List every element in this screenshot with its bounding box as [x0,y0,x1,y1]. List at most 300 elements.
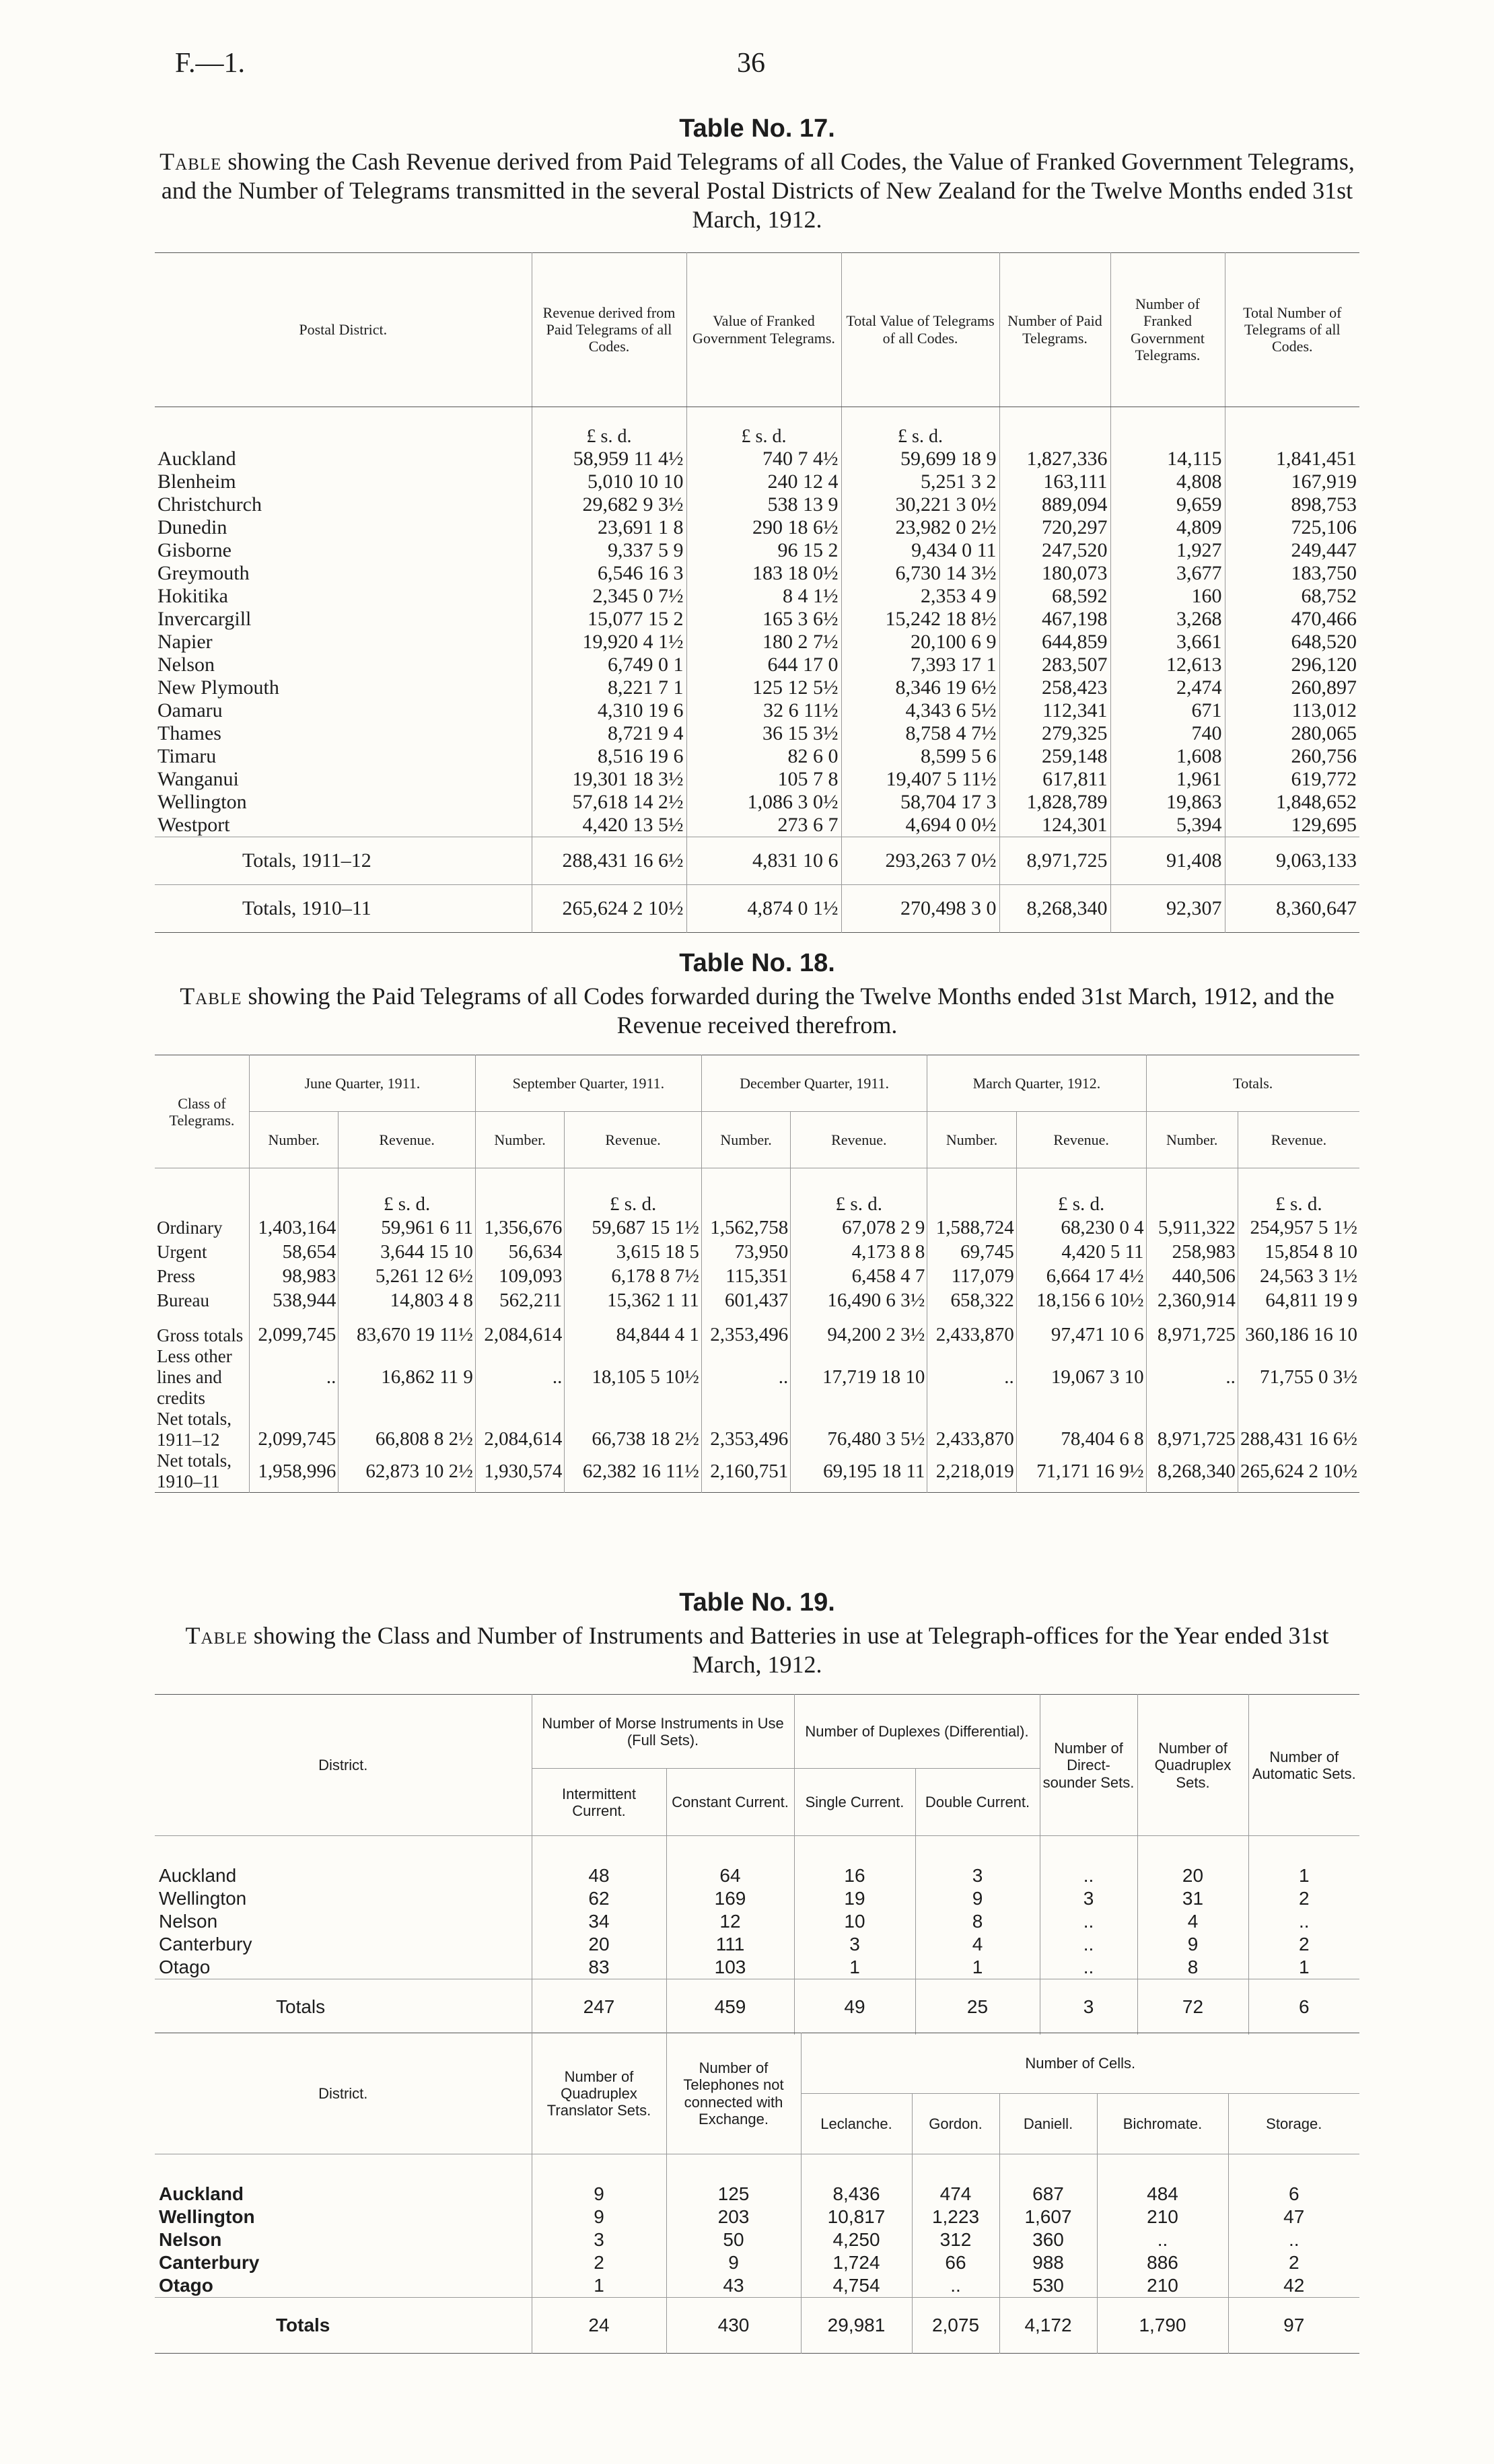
value-cell: 467,198 [999,608,1110,631]
value-cell: 530 [999,2274,1097,2298]
value-cell: 430 [666,2298,801,2354]
header-direct-sounder: Number of Direct-sounder Sets. [1040,1695,1137,1836]
value-cell: 293,263 7 0½ [841,837,999,884]
value-cell: 16,862 11 9 [339,1346,476,1409]
value-cell: 562,211 [475,1288,564,1312]
table-19-caption-lead: Table [185,1622,248,1649]
table-18-caption-text: showing the Paid Telegrams of all Codes forwarded during the Twelve Months ended 31st March, 1912, and the Revenue received therefrom. [248,983,1335,1039]
value-cell: 23,691 1 8 [532,516,686,539]
value-cell: 115,351 [701,1264,790,1288]
value-cell: 17,719 18 10 [791,1346,927,1409]
value-cell: 1,828,789 [999,791,1110,814]
value-cell: 9,063,133 [1225,837,1359,884]
totals-row [155,837,1359,884]
table-row [155,2251,1359,2274]
value-cell: 15,077 15 2 [532,608,686,631]
value-cell: 8,268,340 [999,884,1110,932]
header-number: Number. [927,1112,1016,1168]
value-cell: 6 [1248,1979,1359,2035]
value-cell: 273 6 7 [686,814,841,837]
value-cell: 3 [794,1933,915,1956]
table-row [155,2274,1359,2298]
table-row [155,1887,1359,1910]
value-cell: 1,841,451 [1225,448,1359,470]
header-telephones: Number of Telephones not connected with Exchange. [666,2033,801,2154]
value-cell: 886 [1097,2251,1228,2274]
value-cell: 96 15 2 [686,539,841,562]
table-row [155,1956,1359,1979]
district-name: Nelson [159,1911,218,1932]
table-17-header-row [155,252,1359,407]
value-cell: 740 7 4½ [686,448,841,470]
header-franked-value: Value of Franked Government Telegrams. [686,252,841,407]
table-row [155,1264,1359,1288]
value-cell: 32 6 11½ [686,699,841,722]
table-17-body [155,407,1359,932]
value-cell: 484 [1097,2183,1228,2206]
value-cell: 8,360,647 [1225,884,1359,932]
value-cell: 687 [999,2183,1097,2206]
value-cell: 2,433,870 [927,1312,1016,1346]
value-cell: 2,345 0 7½ [532,585,686,608]
value-cell: 10 [794,1910,915,1933]
totals-row [155,884,1359,932]
table-18-section [155,949,1359,1493]
value-cell: 71,171 16 9½ [1016,1450,1146,1493]
value-cell: 3 [1040,1887,1137,1910]
table-18-unit-row [155,1168,1359,1216]
district-name: Auckland [157,447,236,470]
value-cell: 84,844 4 1 [565,1312,702,1346]
unit-cell: £ s. d. [686,407,841,448]
value-cell: 73,950 [701,1240,790,1264]
value-cell: 459 [666,1979,794,2035]
class-name: Net totals, 1910–11 [157,1450,232,1492]
value-cell: 658,322 [927,1288,1016,1312]
header-revenue: Revenue. [1016,1112,1146,1168]
header-total-number: Total Number of Telegrams of all Codes. [1225,252,1359,407]
table-row [155,1312,1359,1346]
value-cell: 6,749 0 1 [532,654,686,676]
table-row [155,585,1359,608]
value-cell: 619,772 [1225,768,1359,791]
value-cell: 160 [1110,585,1225,608]
value-cell: .. [1040,1956,1137,1979]
table-19-batteries-section [155,2033,1359,2354]
district-name: Wellington [159,2206,255,2227]
table-row [155,631,1359,654]
district-name: Wellington [157,790,247,813]
district-name: Christchurch [157,493,262,516]
value-cell: 740 [1110,722,1225,745]
header-march-quarter: March Quarter, 1912. [927,1055,1146,1112]
value-cell: 4 [1137,1910,1248,1933]
value-cell: 97 [1228,2298,1359,2354]
value-cell: 97,471 10 6 [1016,1312,1146,1346]
unit-cell [1146,1168,1238,1216]
value-cell: 265,624 2 10½ [532,884,686,932]
value-cell: 5,010 10 10 [532,470,686,493]
value-cell: 94,200 2 3½ [791,1312,927,1346]
value-cell: 1,724 [801,2251,912,2274]
value-cell: 58,654 [249,1240,338,1264]
value-cell: 4,694 0 0½ [841,814,999,837]
table-18-caption-lead: Table [180,983,242,1010]
class-name: Bureau [157,1290,209,1310]
value-cell: 2,160,751 [701,1450,790,1493]
table-row [155,539,1359,562]
value-cell: 12,613 [1110,654,1225,676]
header-leclanche: Leclanche. [801,2094,912,2154]
totals-label: Totals [155,2298,532,2354]
value-cell: 8,599 5 6 [841,745,999,768]
header-duplexes: Number of Duplexes (Differential). [794,1695,1040,1769]
value-cell: 165 3 6½ [686,608,841,631]
value-cell: 2,353,496 [701,1409,790,1450]
value-cell: 18,156 6 10½ [1016,1288,1146,1312]
value-cell: 69,745 [927,1240,1016,1264]
value-cell: 19,067 3 10 [1016,1346,1146,1409]
unit-cell: £ s. d. [841,407,999,448]
unit-cell [155,407,532,448]
header-double: Double Current. [915,1769,1040,1836]
table-row [155,745,1359,768]
header-district: District. [155,1695,532,1836]
header-storage: Storage. [1228,2094,1359,2154]
value-cell: 29,682 9 3½ [532,493,686,516]
value-cell: 1,086 3 0½ [686,791,841,814]
table-row [155,1288,1359,1312]
value-cell: 4,809 [1110,516,1225,539]
value-cell: 5,911,322 [1146,1216,1238,1240]
unit-cell [927,1168,1016,1216]
value-cell: 617,811 [999,768,1110,791]
district-name: Otago [159,2275,213,2296]
district-name: Dunedin [157,516,227,538]
value-cell: 288,431 16 6½ [1238,1409,1359,1450]
value-cell: 644,859 [999,631,1110,654]
value-cell: 58,959 11 4½ [532,448,686,470]
header-intermittent: Intermittent Current. [532,1769,666,1836]
value-cell: 183,750 [1225,562,1359,585]
value-cell: 470,466 [1225,608,1359,631]
value-cell: 180 2 7½ [686,631,841,654]
value-cell: 1 [915,1956,1040,1979]
table-17-caption [155,147,1359,235]
value-cell: .. [1097,2228,1228,2251]
value-cell: .. [249,1346,338,1409]
value-cell: 265,624 2 10½ [1238,1450,1359,1493]
value-cell: 3 [532,2228,666,2251]
value-cell: 3,268 [1110,608,1225,631]
value-cell: 538,944 [249,1288,338,1312]
district-name: Auckland [159,2183,244,2204]
value-cell: 62 [532,1887,666,1910]
value-cell: 2 [532,2251,666,2274]
value-cell: 9 [532,2183,666,2206]
unit-cell: £ s. d. [565,1168,702,1216]
value-cell: 8,758 4 7½ [841,722,999,745]
value-cell: 91,408 [1110,837,1225,884]
unit-cell [701,1168,790,1216]
table-row [155,699,1359,722]
unit-cell [475,1168,564,1216]
value-cell: 474 [912,2183,999,2206]
header-paid-number: Number of Paid Telegrams. [999,252,1110,407]
header-postal-district: Postal District. [155,252,532,407]
value-cell: .. [475,1346,564,1409]
table-17-title: Table No. 17. [679,114,835,143]
value-cell: 4,172 [999,2298,1097,2354]
header-number: Number. [1146,1112,1238,1168]
value-cell: 8,971,725 [999,837,1110,884]
value-cell: 260,756 [1225,745,1359,768]
value-cell: 290 18 6½ [686,516,841,539]
value-cell: 4,420 5 11 [1016,1240,1146,1264]
value-cell: 25 [915,1979,1040,2035]
value-cell: 5,251 3 2 [841,470,999,493]
value-cell: 644 17 0 [686,654,841,676]
value-cell: 167,919 [1225,470,1359,493]
value-cell: 8,221 7 1 [532,676,686,699]
value-cell: 12 [666,1910,794,1933]
value-cell: 720,297 [999,516,1110,539]
value-cell: 30,221 3 0½ [841,493,999,516]
page-ref: F.—1. [175,48,245,79]
header-morse: Number of Morse Instruments in Use (Full Sets). [532,1695,794,1769]
value-cell: 4,754 [801,2274,912,2298]
table-row [155,1910,1359,1933]
header-revenue: Revenue. [339,1112,476,1168]
header-revenue: Revenue derived from Paid Telegrams of all Codes. [532,252,686,407]
value-cell: 18,105 5 10½ [565,1346,702,1409]
header-december-quarter: December Quarter, 1911. [701,1055,927,1112]
value-cell: 66,808 8 2½ [339,1409,476,1450]
value-cell: 4,250 [801,2228,912,2251]
header-constant: Constant Current. [666,1769,794,1836]
value-cell: 8 [915,1910,1040,1933]
district-name: Westport [157,813,230,836]
value-cell: 1,927 [1110,539,1225,562]
value-cell: 59,699 18 9 [841,448,999,470]
header-franked-number: Number of Franked Government Telegrams. [1110,252,1225,407]
value-cell: 1,403,164 [249,1216,338,1240]
table-17-section [155,114,1359,933]
value-cell: 270,498 3 0 [841,884,999,932]
value-cell: 125 12 5½ [686,676,841,699]
value-cell: 83,670 19 11½ [339,1312,476,1346]
value-cell: 59,687 15 1½ [565,1216,702,1240]
table-row [155,814,1359,837]
value-cell: 112,341 [999,699,1110,722]
value-cell: 249,447 [1225,539,1359,562]
district-name: Invercargill [157,607,252,630]
table-17-caption-text: showing the Cash Revenue derived from Paid Telegrams of all Codes, the Value of Franked Government Telegrams, and the Number of Telegrams transmitted in the several Postal Districts of New Zealand for the Twelve Months ended 31st March, 1912. [161,148,1355,234]
district-name: Auckland [159,1865,237,1887]
value-cell: 20 [1137,1864,1248,1887]
value-cell: 117,079 [927,1264,1016,1288]
value-cell: 1,848,652 [1225,791,1359,814]
table-row [155,448,1359,470]
value-cell: 43 [666,2274,801,2298]
value-cell: 538 13 9 [686,493,841,516]
page-number: 36 [737,48,765,79]
value-cell: .. [1040,1933,1137,1956]
value-cell: 2,218,019 [927,1450,1016,1493]
district-name: Blenheim [157,470,236,493]
value-cell: 10,817 [801,2206,912,2228]
value-cell: 259,148 [999,745,1110,768]
value-cell: 296,120 [1225,654,1359,676]
value-cell: 9,434 0 11 [841,539,999,562]
value-cell: 210 [1097,2206,1228,2228]
value-cell: 19,863 [1110,791,1225,814]
district-name: Napier [157,630,213,653]
table-19-section [155,1588,1359,2035]
totals-label: Totals, 1911–12 [155,837,532,884]
unit-cell: £ s. d. [1016,1168,1146,1216]
value-cell: 3,661 [1110,631,1225,654]
value-cell: 8,971,725 [1146,1409,1238,1450]
value-cell: 360 [999,2228,1097,2251]
totals-label: Totals [155,1979,532,2035]
table-row [155,1933,1359,1956]
unit-cell: £ s. d. [1238,1168,1359,1216]
value-cell: 19,301 18 3½ [532,768,686,791]
district-name: Oamaru [157,699,223,721]
value-cell: 601,437 [701,1288,790,1312]
value-cell: 240 12 4 [686,470,841,493]
value-cell: 280,065 [1225,722,1359,745]
table-row [155,562,1359,585]
unit-cell: £ s. d. [532,407,686,448]
class-name: Gross totals [157,1325,244,1346]
header-number: Number. [475,1112,564,1168]
value-cell: 8,971,725 [1146,1312,1238,1346]
table-row [155,1864,1359,1887]
value-cell: 2,360,914 [1146,1288,1238,1312]
header-number: Number. [249,1112,338,1168]
district-name: New Plymouth [157,676,279,699]
value-cell: 47 [1228,2206,1359,2228]
district-name: Thames [157,721,221,744]
table-19-title: Table No. 19. [679,1588,835,1617]
value-cell: 2 [1248,1933,1359,1956]
value-cell: 9 [666,2251,801,2274]
value-cell: 1,223 [912,2206,999,2228]
value-cell: 64 [666,1864,794,1887]
table-row [155,768,1359,791]
value-cell: 8,268,340 [1146,1450,1238,1493]
value-cell: .. [1228,2228,1359,2251]
value-cell: 671 [1110,699,1225,722]
value-cell: 16,490 6 3½ [791,1288,927,1312]
district-name: Canterbury [159,2252,260,2273]
value-cell: 4,874 0 1½ [686,884,841,932]
table-18 [155,1055,1359,1493]
value-cell: 7,393 17 1 [841,654,999,676]
table-17-unit-row [155,407,1359,448]
value-cell: 2,084,614 [475,1312,564,1346]
value-cell: 4,831 10 6 [686,837,841,884]
value-cell: 1,588,724 [927,1216,1016,1240]
value-cell: 15,362 1 11 [565,1288,702,1312]
unit-cell [999,407,1110,448]
value-cell: 2 [1228,2251,1359,2274]
value-cell: 71,755 0 3½ [1238,1346,1359,1409]
value-cell: 69,195 18 11 [791,1450,927,1493]
table-row [155,654,1359,676]
value-cell: 183 18 0½ [686,562,841,585]
table-row [155,608,1359,631]
district-name: Greymouth [157,561,250,584]
value-cell: 3,677 [1110,562,1225,585]
value-cell: 9 [1137,1933,1248,1956]
totals-row [155,1979,1359,2035]
value-cell: 1,608 [1110,745,1225,768]
value-cell: 2,433,870 [927,1409,1016,1450]
value-cell: 1,930,574 [475,1450,564,1493]
value-cell: 283,507 [999,654,1110,676]
value-cell: 4,420 13 5½ [532,814,686,837]
table-row [155,1240,1359,1264]
value-cell: 36 15 3½ [686,722,841,745]
spacer-row [155,1836,1359,1865]
value-cell: 72 [1137,1979,1248,2035]
table-19-caption [155,1621,1359,1679]
district-name: Canterbury [159,1934,252,1955]
value-cell: 24,563 3 1½ [1238,1264,1359,1288]
table-row [155,1409,1359,1450]
value-cell: 6,546 16 3 [532,562,686,585]
value-cell: 2,075 [912,2298,999,2354]
value-cell: 5,394 [1110,814,1225,837]
value-cell: 6 [1228,2183,1359,2206]
table-19b-header-row-1 [155,2033,1359,2094]
value-cell: 68,752 [1225,585,1359,608]
spacer-row [155,2154,1359,2183]
value-cell: 260,897 [1225,676,1359,699]
value-cell: 889,094 [999,493,1110,516]
value-cell: .. [912,2274,999,2298]
value-cell: 2,353 4 9 [841,585,999,608]
value-cell: .. [1040,1910,1137,1933]
value-cell: 1,827,336 [999,448,1110,470]
district-name: Hokitika [157,584,228,607]
table-17 [155,252,1359,933]
district-name: Nelson [159,2229,222,2250]
unit-cell [1225,407,1359,448]
value-cell: 76,480 3 5½ [791,1409,927,1450]
value-cell: 66 [912,2251,999,2274]
district-name: Timaru [157,744,217,767]
header-june-quarter: June Quarter, 1911. [249,1055,475,1112]
value-cell: 8,346 19 6½ [841,676,999,699]
value-cell: 254,957 5 1½ [1238,1216,1359,1240]
value-cell: 279,325 [999,722,1110,745]
district-name: Otago [159,1957,211,1978]
value-cell: 4,310 19 6 [532,699,686,722]
value-cell: 3 [1040,1979,1137,2035]
table-row [155,722,1359,745]
header-class: Class of Telegrams. [155,1055,249,1168]
value-cell: 288,431 16 6½ [532,837,686,884]
value-cell: 34 [532,1910,666,1933]
header-revenue: Revenue. [565,1112,702,1168]
value-cell: 31 [1137,1887,1248,1910]
value-cell: 124,301 [999,814,1110,837]
value-cell: .. [701,1346,790,1409]
